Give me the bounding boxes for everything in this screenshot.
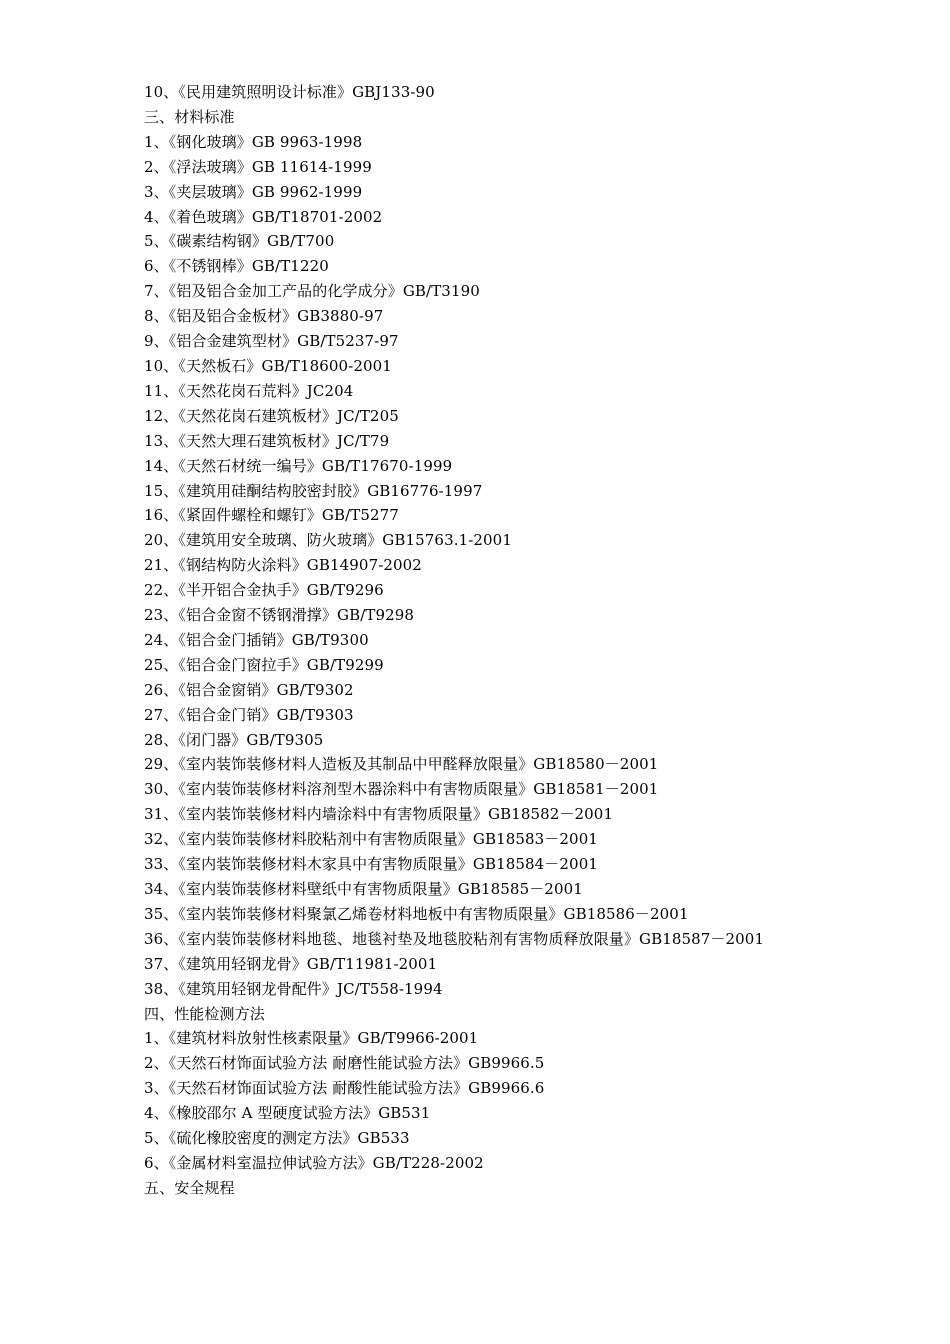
standard-item: 1、《建筑材料放射性核素限量》GB/T9966-2001 bbox=[144, 1029, 479, 1048]
document-body bbox=[144, 80, 814, 1201]
standard-item: 35、《室内装饰装修材料聚氯乙烯卷材料地板中有害物质限量》GB18586－2001 bbox=[144, 904, 689, 923]
standard-item: 5、《碳素结构钢》GB/T700 bbox=[144, 232, 335, 251]
standard-item: 30、《室内装饰装修材料溶剂型木器涂料中有害物质限量》GB18581－2001 bbox=[144, 780, 659, 799]
standard-item: 36、《室内装饰装修材料地毯、地毯衬垫及地毯胶粘剂有害物质释放限量》GB18587－2001 bbox=[144, 929, 765, 948]
standard-item: 4、《橡胶邵尔 A 型硬度试验方法》GB531 bbox=[144, 1104, 431, 1123]
standard-item: 24、《铝合金门插销》GB/T9300 bbox=[144, 630, 369, 649]
section-heading: 四、性能检测方法 bbox=[144, 1004, 265, 1023]
standard-item: 21、《钢结构防火涂料》GB14907-2002 bbox=[144, 556, 422, 575]
standard-item: 14、《天然石材统一编号》GB/T17670-1999 bbox=[144, 456, 453, 475]
standard-item: 13、《天然大理石建筑板材》JC/T79 bbox=[144, 431, 390, 450]
standard-item: 10、《天然板石》GB/T18600-2001 bbox=[144, 356, 392, 375]
standard-item: 22、《半开铝合金执手》GB/T9296 bbox=[144, 581, 384, 600]
standard-item: 3、《夹层玻璃》GB 9962-1999 bbox=[144, 182, 363, 201]
standard-item: 10、《民用建筑照明设计标准》GBJ133-90 bbox=[144, 83, 435, 101]
standard-item: 27、《铝合金门销》GB/T9303 bbox=[144, 705, 354, 724]
standard-item: 28、《闭门器》GB/T9305 bbox=[144, 730, 324, 749]
standard-item: 8、《铝及铝合金板材》GB3880-97 bbox=[144, 307, 384, 326]
standard-item: 6、《不锈钢棒》GB/T1220 bbox=[144, 257, 329, 276]
standard-item: 15、《建筑用硅酮结构胶密封胶》GB16776-1997 bbox=[144, 481, 483, 500]
standard-item: 33、《室内装饰装修材料木家具中有害物质限量》GB18584－2001 bbox=[144, 855, 598, 874]
standard-item: 25、《铝合金门窗拉手》GB/T9299 bbox=[144, 655, 384, 674]
standard-item: 32、《室内装饰装修材料胶粘剂中有害物质限量》GB18583－2001 bbox=[144, 830, 598, 849]
standard-item: 5、《硫化橡胶密度的测定方法》GB533 bbox=[144, 1129, 410, 1148]
standard-item: 3、《天然石材饰面试验方法 耐酸性能试验方法》GB9966.6 bbox=[144, 1079, 545, 1098]
standard-item: 37、《建筑用轻钢龙骨》GB/T11981-2001 bbox=[144, 954, 438, 973]
standard-item: 31、《室内装饰装修材料内墙涂料中有害物质限量》GB18582－2001 bbox=[144, 805, 614, 824]
standard-item: 34、《室内装饰装修材料壁纸中有害物质限量》GB18585－2001 bbox=[144, 880, 583, 898]
section-heading: 三、材料标准 bbox=[144, 107, 235, 126]
standard-item: 12、《天然花岗石建筑板材》JC/T205 bbox=[144, 406, 399, 425]
standard-item: 16、《紧固件螺栓和螺钉》GB/T5277 bbox=[144, 506, 399, 525]
standard-item: 6、《金属材料室温拉伸试验方法》GB/T228-2002 bbox=[144, 1153, 484, 1172]
standard-item: 4、《着色玻璃》GB/T18701-2002 bbox=[144, 207, 383, 226]
standard-item: 1、《钢化玻璃》GB 9963-1998 bbox=[144, 132, 363, 151]
standard-item: 2、《天然石材饰面试验方法 耐磨性能试验方法》GB9966.5 bbox=[144, 1054, 545, 1073]
standard-item: 26、《铝合金窗销》GB/T9302 bbox=[144, 680, 354, 699]
standard-item: 38、《建筑用轻钢龙骨配件》JC/T558-1994 bbox=[144, 979, 443, 998]
standard-item: 29、《室内装饰装修材料人造板及其制品中甲醛释放限量》GB18580－2001 bbox=[144, 755, 659, 774]
section-heading: 五、安全规程 bbox=[144, 1178, 235, 1197]
standard-item: 20、《建筑用安全玻璃、防火玻璃》GB15763.1-2001 bbox=[144, 531, 512, 550]
standard-item: 2、《浮法玻璃》GB 11614-1999 bbox=[144, 157, 372, 176]
standard-item: 7、《铝及铝合金加工产品的化学成分》GB/T3190 bbox=[144, 282, 480, 301]
standard-item: 23、《铝合金窗不锈钢滑撑》GB/T9298 bbox=[144, 606, 415, 625]
standard-item: 9、《铝合金建筑型材》GB/T5237-97 bbox=[144, 332, 399, 351]
standard-item: 11、《天然花岗石荒料》JC204 bbox=[144, 381, 354, 400]
